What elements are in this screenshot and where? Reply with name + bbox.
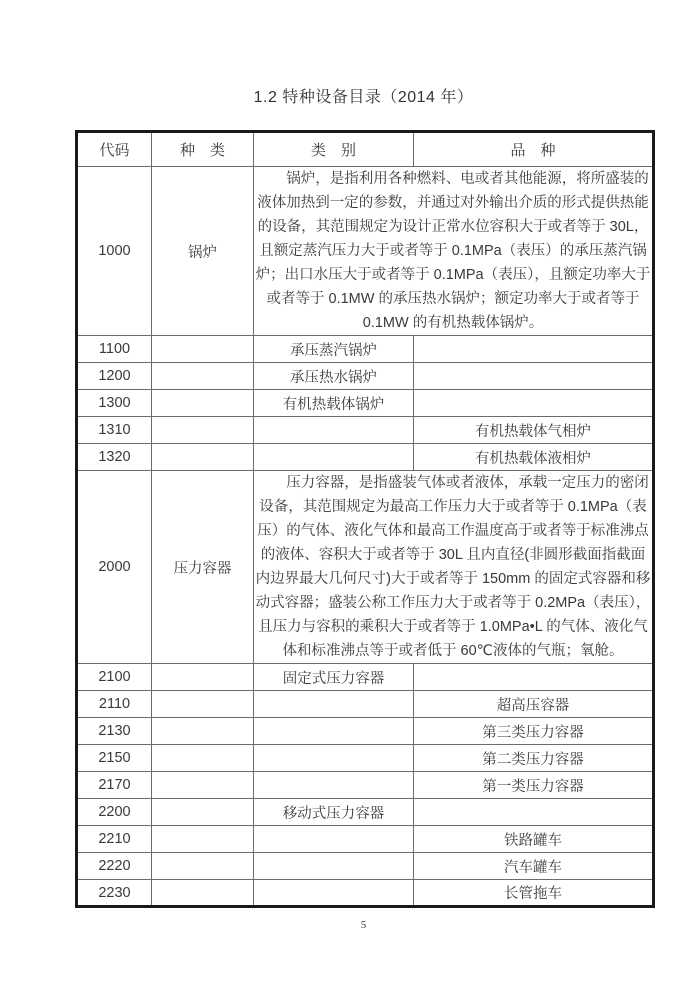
cell-code: 2230 bbox=[77, 880, 152, 907]
table-row bbox=[77, 167, 654, 336]
table-row bbox=[77, 664, 654, 691]
cell-category bbox=[254, 417, 414, 444]
header-code: 代码 bbox=[77, 132, 152, 167]
table-row bbox=[77, 826, 654, 853]
cell-category bbox=[254, 691, 414, 718]
cell-category bbox=[254, 745, 414, 772]
cell-code: 2100 bbox=[77, 664, 152, 691]
cell-variety: 铁路罐车 bbox=[414, 826, 654, 853]
cell-kind bbox=[152, 745, 254, 772]
table-row bbox=[77, 745, 654, 772]
cell-variety bbox=[414, 390, 654, 417]
cell-description: 锅炉，是指利用各种燃料、电或者其他能源，将所盛装的液体加热到一定的参数，并通过对外输出介质的形式提供热能的设备，其范围规定为设计正常水位容积大于或者等于 30L，且额定蒸汽压力大于或者等于 0.1MPa（表压）的承压蒸汽锅炉；出口水压大于或者等于 0.1MPa（表压），且额定功率大于或者等于 0.1MW 的承压热水锅炉；额定功率大于或者等于 0.1MW 的有机热载体锅炉。 bbox=[254, 167, 654, 336]
cell-code: 2210 bbox=[77, 826, 152, 853]
table-row bbox=[77, 799, 654, 826]
cell-variety bbox=[414, 336, 654, 363]
cell-kind: 锅炉 bbox=[152, 167, 254, 336]
table-row bbox=[77, 880, 654, 907]
cell-code: 1000 bbox=[77, 167, 152, 336]
cell-variety bbox=[414, 664, 654, 691]
cell-code: 2150 bbox=[77, 745, 152, 772]
cell-category: 承压蒸汽锅炉 bbox=[254, 336, 414, 363]
cell-kind bbox=[152, 718, 254, 745]
cell-category bbox=[254, 853, 414, 880]
cell-code: 1300 bbox=[77, 390, 152, 417]
page-number: 5 bbox=[360, 919, 367, 931]
cell-kind bbox=[152, 880, 254, 907]
cell-kind bbox=[152, 664, 254, 691]
cell-variety bbox=[414, 799, 654, 826]
cell-kind bbox=[152, 444, 254, 471]
table-header bbox=[77, 132, 654, 167]
cell-kind bbox=[152, 826, 254, 853]
table-row bbox=[77, 336, 654, 363]
cell-kind: 压力容器 bbox=[152, 471, 254, 664]
cell-code: 2130 bbox=[77, 718, 152, 745]
page-content bbox=[75, 0, 652, 931]
cell-variety: 有机热载体液相炉 bbox=[414, 444, 654, 471]
cell-variety: 第三类压力容器 bbox=[414, 718, 654, 745]
cell-kind bbox=[152, 336, 254, 363]
page-title: 1.2 特种设备目录（2014 年） bbox=[253, 89, 474, 106]
table-row bbox=[77, 853, 654, 880]
table-row bbox=[77, 444, 654, 471]
cell-variety: 汽车罐车 bbox=[414, 853, 654, 880]
cell-category: 移动式压力容器 bbox=[254, 799, 414, 826]
cell-code: 2220 bbox=[77, 853, 152, 880]
cell-description: 压力容器，是指盛装气体或者液体，承载一定压力的密闭设备，其范围规定为最高工作压力大于或者等于 0.1MPa（表压）的气体、液化气体和最高工作温度高于或者等于标准沸点的液体、容积大于或者等于 30L 且内直径(非圆形截面指截面内边界最大几何尺寸)大于或者等于 150mm 的固定式容器和移动式容器；盛装公称工作压力大于或者等于 0.2MPa（表压），且压力与容积的乘积大于或者等于 1.0MPa•L 的气体、液化气体和标准沸点等于或者低于 60℃液体的气瓶；氧舱。 bbox=[254, 471, 654, 664]
cell-code: 2110 bbox=[77, 691, 152, 718]
cell-category bbox=[254, 772, 414, 799]
cell-variety: 第一类压力容器 bbox=[414, 772, 654, 799]
table-body bbox=[77, 167, 654, 907]
cell-category: 有机热载体锅炉 bbox=[254, 390, 414, 417]
cell-variety bbox=[414, 363, 654, 390]
cell-code: 1310 bbox=[77, 417, 152, 444]
cell-kind bbox=[152, 417, 254, 444]
cell-kind bbox=[152, 772, 254, 799]
cell-variety: 超高压容器 bbox=[414, 691, 654, 718]
cell-kind bbox=[152, 799, 254, 826]
header-variety: 品 种 bbox=[414, 132, 654, 167]
table-row bbox=[77, 363, 654, 390]
table-row bbox=[77, 471, 654, 664]
header-category: 类 别 bbox=[254, 132, 414, 167]
table-row bbox=[77, 718, 654, 745]
table-row bbox=[77, 390, 654, 417]
cell-code: 2170 bbox=[77, 772, 152, 799]
cell-kind bbox=[152, 853, 254, 880]
cell-code: 1100 bbox=[77, 336, 152, 363]
table-row bbox=[77, 417, 654, 444]
cell-code: 1320 bbox=[77, 444, 152, 471]
cell-code: 2200 bbox=[77, 799, 152, 826]
cell-variety: 长管拖车 bbox=[414, 880, 654, 907]
cell-code: 2000 bbox=[77, 471, 152, 664]
table-row bbox=[77, 772, 654, 799]
cell-category bbox=[254, 880, 414, 907]
cell-category bbox=[254, 826, 414, 853]
header-kind: 种 类 bbox=[152, 132, 254, 167]
cell-category bbox=[254, 718, 414, 745]
cell-kind bbox=[152, 363, 254, 390]
cell-category: 承压热水锅炉 bbox=[254, 363, 414, 390]
cell-kind bbox=[152, 691, 254, 718]
cell-kind bbox=[152, 390, 254, 417]
equipment-table bbox=[75, 130, 655, 908]
cell-code: 1200 bbox=[77, 363, 152, 390]
cell-variety: 第二类压力容器 bbox=[414, 745, 654, 772]
table-row bbox=[77, 691, 654, 718]
cell-category bbox=[254, 444, 414, 471]
cell-variety: 有机热载体气相炉 bbox=[414, 417, 654, 444]
header-row bbox=[77, 132, 654, 167]
cell-category: 固定式压力容器 bbox=[254, 664, 414, 691]
